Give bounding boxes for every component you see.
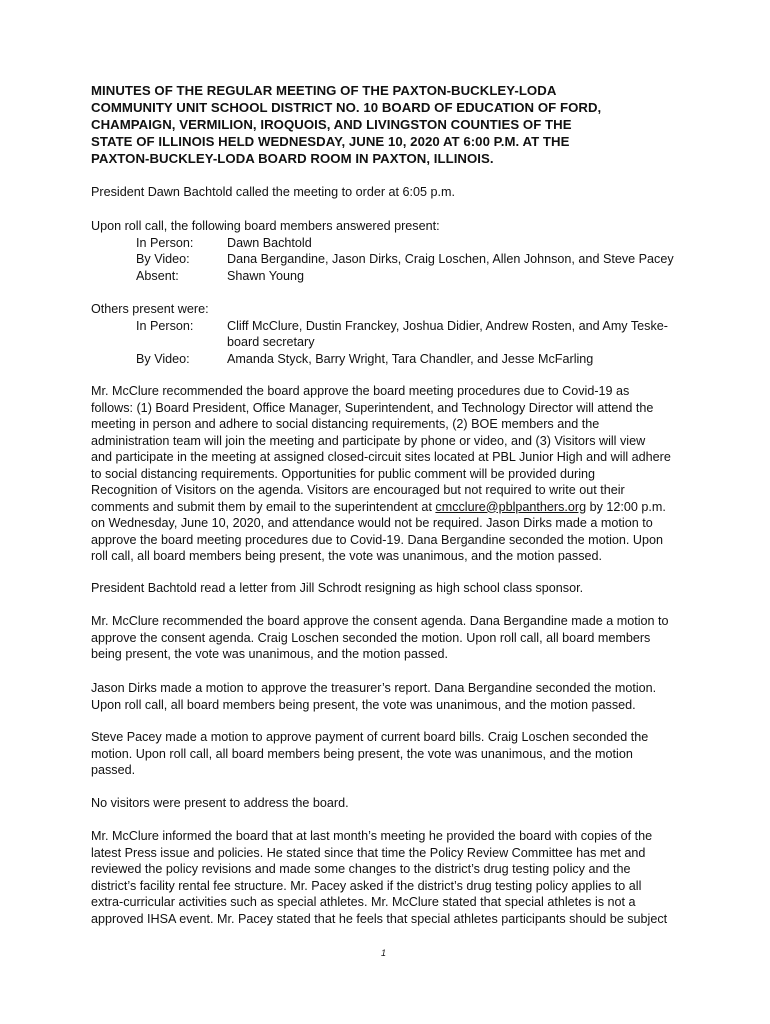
board-bills-paragraph	[91, 729, 691, 779]
paragraph-line: roll call, all board members being present, the vote was unanimous, and the motion passed.	[91, 549, 603, 563]
paragraph-line: Mr. McClure recommended the board approve the board meeting procedures due to Covid-19 as	[91, 384, 630, 398]
paragraph-line: meeting in person and adhere to social distancing requirements, (2) BOE members and the	[91, 417, 600, 431]
paragraph-line: to social distancing requirements. Opportunities for public comment will be provided during	[91, 466, 596, 481]
policy-review-paragraph	[91, 828, 691, 927]
resignation-letter-paragraph	[91, 580, 691, 597]
paragraph-line: district’s facility rental fee structure. Mr. Pacey asked if the district’s drug testing policy applies to all	[91, 878, 642, 893]
paragraph-line: follows: (1) Board President, Office Manager, Superintendent, and Technology Director will attend the	[91, 400, 654, 415]
email-line-text: comments and submit them by email to the superintendent at	[91, 499, 436, 514]
email-line-text: by 12:00 p.m.	[586, 499, 666, 514]
roll-call-in-person-row	[91, 235, 691, 252]
paragraph-line	[91, 499, 691, 516]
others-in-person-row-continued	[91, 334, 691, 351]
page-number: 1	[381, 948, 387, 958]
superintendent-email-link[interactable]: cmcclure@pblpanthers.org	[435, 499, 587, 514]
paragraph-line: Jason Dirks made a motion to approve the treasurer’s report. Dana Bergandine seconded the motion.	[91, 681, 657, 695]
others-in-person-row	[91, 318, 691, 335]
paragraph-line: passed.	[91, 763, 136, 777]
consent-agenda-paragraph	[91, 613, 691, 663]
title-line: MINUTES OF THE REGULAR MEETING OF THE PAXTON-BUCKLEY-LODA	[91, 83, 557, 98]
paragraph-line: administration team will join the meeting and participate by phone or video, and (3) Visitors will view	[91, 433, 646, 448]
roll-call-intro: Upon roll call, the following board members answered present:	[91, 219, 440, 233]
roll-call-value: Dawn Bachtold	[227, 235, 312, 250]
paragraph-line: motion. Upon roll call, all board members being present, the vote was unanimous, and the motion	[91, 746, 633, 761]
paragraph-line: reviewed the policy revisions and made some changes to the district’s drug testing policy and the	[91, 862, 631, 876]
others-by-video-row	[91, 351, 691, 368]
roll-call-label: Absent:	[136, 268, 179, 283]
roll-call-value: Shawn Young	[227, 268, 305, 283]
call-to-order-paragraph	[91, 184, 691, 201]
paragraph-line: Mr. McClure informed the board that at last month’s meeting he provided the board with copies of the	[91, 829, 653, 843]
visitors-paragraph	[91, 795, 691, 812]
paragraph-line: extra-curricular activities such as special athletes. Mr. McClure stated that special athletes is not a	[91, 895, 636, 909]
paragraph-line: and participate in the meeting at assigned closed-circuit sites located at PBL Junior High and will adhere	[91, 450, 671, 464]
title-line: COMMUNITY UNIT SCHOOL DISTRICT NO. 10 BOARD OF EDUCATION OF FORD,	[91, 100, 602, 115]
paragraph-line: on Wednesday, June 10, 2020, and attendance would not be required. Jason Dirks made a motion to	[91, 516, 653, 530]
covid-procedures-paragraph	[91, 383, 691, 565]
roll-call-label: By Video:	[136, 252, 190, 266]
roll-call-absent-row	[91, 268, 691, 285]
minutes-title	[91, 82, 691, 167]
others-value: Amanda Styck, Barry Wright, Tara Chandler, and Jesse McFarling	[227, 351, 594, 366]
others-value: board secretary	[227, 335, 315, 349]
paragraph-line: approved IHSA event. Mr. Pacey stated that he feels that special athletes participants should be subject	[91, 911, 668, 926]
paragraph-line: being present, the vote was unanimous, and the motion passed.	[91, 647, 449, 661]
paragraph-line: Upon roll call, all board members being present, the vote was unanimous, and the motion passed.	[91, 697, 636, 712]
title-line: CHAMPAIGN, VERMILION, IROQUOIS, AND LIVINGSTON COUNTIES OF THE	[91, 117, 572, 132]
roll-call-label: In Person:	[136, 235, 194, 250]
others-present-section	[91, 301, 691, 367]
others-label: In Person:	[136, 318, 194, 333]
paragraph-line: President Dawn Bachtold called the meeting to order at 6:05 p.m.	[91, 185, 456, 199]
roll-call-section	[91, 218, 691, 284]
roll-call-by-video-row	[91, 251, 691, 268]
roll-call-value: Dana Bergandine, Jason Dirks, Craig Loschen, Allen Johnson, and Steve Pacey	[227, 252, 674, 266]
others-value: Cliff McClure, Dustin Franckey, Joshua Didier, Andrew Rosten, and Amy Teske-	[227, 318, 668, 333]
others-label: By Video:	[136, 351, 190, 366]
paragraph-line: No visitors were present to address the board.	[91, 796, 349, 810]
others-intro: Others present were:	[91, 302, 209, 316]
title-line: STATE OF ILLINOIS HELD WEDNESDAY, JUNE 10, 2020 AT 6:00 P.M. AT THE	[91, 134, 570, 149]
paragraph-line: Recognition of Visitors on the agenda. Visitors are encouraged but not required to write out their	[91, 483, 625, 497]
treasurer-report-paragraph	[91, 680, 691, 713]
paragraph-line: latest Press issue and policies. He stated since that time the Policy Review Committee has met and	[91, 845, 646, 860]
paragraph-line: Mr. McClure recommended the board approve the consent agenda. Dana Bergandine made a motion to	[91, 614, 669, 628]
paragraph-line: President Bachtold read a letter from Jill Schrodt resigning as high school class sponsor.	[91, 581, 584, 595]
paragraph-line: Steve Pacey made a motion to approve payment of current board bills. Craig Loschen seconded the	[91, 730, 649, 744]
paragraph-line: approve the board meeting procedures due to Covid-19. Dana Bergandine seconded the motion. Upon	[91, 532, 663, 547]
title-line: PAXTON-BUCKLEY-LODA BOARD ROOM IN PAXTON, ILLINOIS.	[91, 151, 494, 166]
paragraph-line: approve the consent agenda. Craig Loschen seconded the motion. Upon roll call, all board members	[91, 630, 651, 645]
